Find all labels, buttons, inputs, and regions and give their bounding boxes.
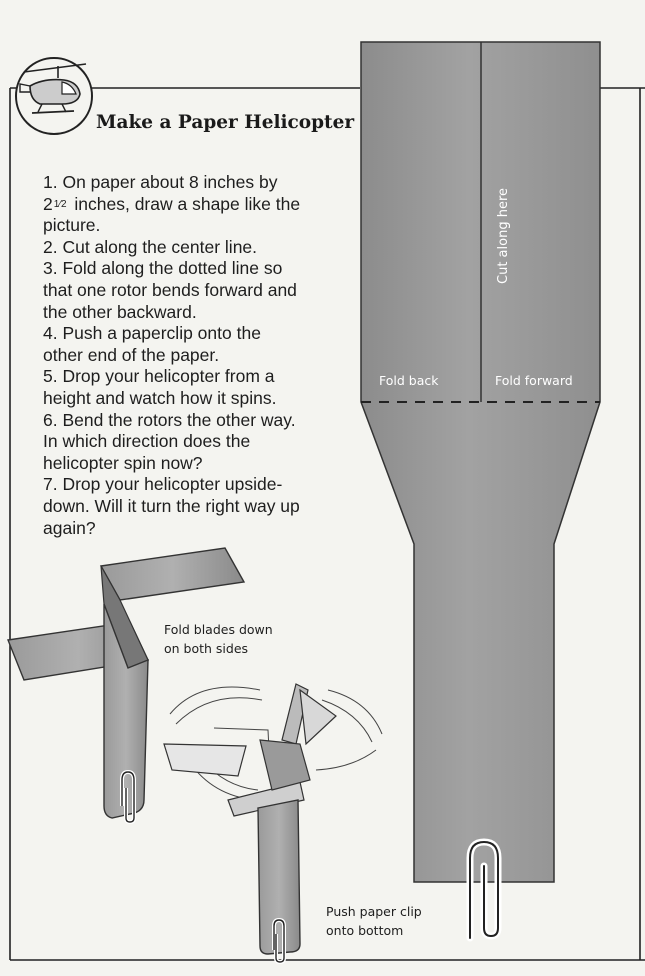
step-line: 6. Bend the rotors the other way. [43, 409, 296, 430]
step-line: other end of the paper. [43, 344, 220, 365]
fold-blades-label-line1: Fold blades down [164, 622, 273, 637]
step-line: picture. [43, 215, 101, 236]
fold-blades-label-line2: on both sides [164, 641, 249, 656]
helicopter-icon [16, 58, 92, 134]
step-number: 2 [43, 193, 53, 214]
fraction-one-half: 1⁄2 [53, 198, 67, 210]
push-clip-label-line2: onto bottom [326, 923, 404, 938]
push-clip-label-line1: Push paper clip [326, 904, 422, 919]
fold-forward-label: Fold forward [495, 373, 573, 388]
cut-along-label: Cut along here [496, 188, 511, 284]
step-line: 3. Fold along the dotted line so [43, 258, 283, 279]
step-line: height and watch how it spins. [43, 387, 277, 408]
step-line: down. Will it turn the right way up [43, 495, 300, 516]
instruction-list [43, 172, 343, 539]
step-line: 4. Push a paperclip onto the [43, 323, 261, 344]
fold-back-label: Fold back [379, 373, 439, 388]
step-line: 21⁄2 inches, draw a shape like the [43, 193, 301, 214]
folded-helicopter-model [8, 548, 244, 822]
step-line: helicopter spin now? [43, 452, 203, 473]
helicopter-template-shape [361, 42, 600, 882]
step-line: that one rotor bends forward and [43, 279, 297, 300]
step-line: 7. Drop your helicopter upside- [43, 474, 283, 495]
step-line: 5. Drop your helicopter from a [43, 366, 275, 387]
step-line: 2. Cut along the center line. [43, 236, 258, 257]
step-line: again? [43, 517, 96, 538]
page-title: Make a Paper Helicopter [96, 112, 355, 133]
step-line: the other backward. [43, 301, 197, 322]
step-line: In which direction does the [43, 431, 251, 452]
step-line: 1. On paper about 8 inches by [43, 172, 278, 192]
